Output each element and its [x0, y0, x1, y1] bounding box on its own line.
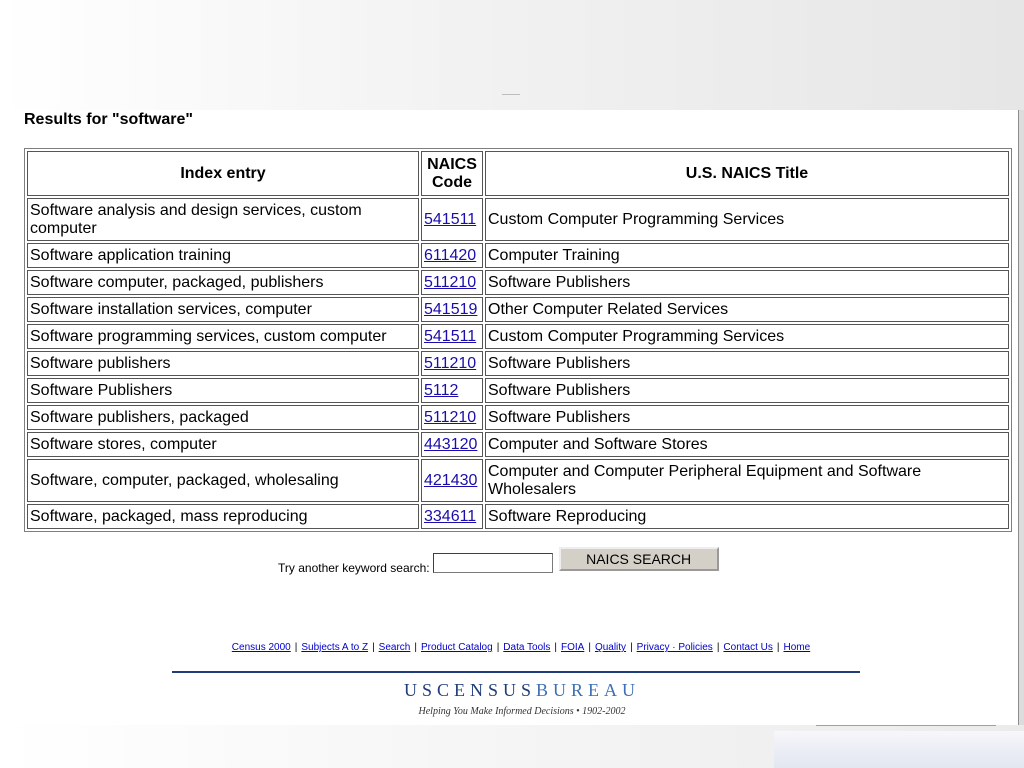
footer-link[interactable]: Search — [378, 642, 411, 653]
footer-link[interactable]: Home — [783, 642, 811, 653]
footer-divider — [172, 671, 860, 673]
footer-link[interactable]: Quality — [594, 642, 627, 653]
naics-code-link[interactable]: 5112 — [424, 381, 459, 399]
footer-separator: | — [294, 642, 298, 653]
index-entry-cell: Software, packaged, mass reproducing — [27, 504, 419, 529]
index-entry-cell: Software publishers — [27, 351, 419, 376]
table-row — [27, 504, 1009, 529]
index-entry-cell: Software stores, computer — [27, 432, 419, 457]
header-index-entry: Index entry — [27, 151, 419, 196]
naics-code-cell — [421, 243, 483, 268]
naics-code-cell — [421, 405, 483, 430]
footer-separator: | — [372, 642, 375, 653]
naics-code-cell — [421, 198, 483, 241]
logo-text-census: USCENSUS — [403, 680, 536, 700]
naics-title-cell: Software Reproducing — [485, 504, 1009, 529]
naics-title-cell: Computer Training — [485, 243, 1009, 268]
footer-separator: | — [588, 642, 591, 653]
table-header-row — [27, 151, 1009, 196]
footer-link[interactable]: FOIA — [560, 642, 585, 653]
table-row — [27, 198, 1009, 241]
table-row — [27, 432, 1009, 457]
footer-separator: | — [630, 642, 633, 653]
naics-code-cell — [421, 324, 483, 349]
index-entry-cell: Software installation services, computer — [27, 297, 419, 322]
naics-code-link[interactable]: 541511 — [424, 327, 477, 345]
scrollbar-edge[interactable] — [1018, 110, 1024, 725]
naics-search-button[interactable]: NAICS SEARCH — [559, 547, 719, 571]
naics-title-cell: Software Publishers — [485, 351, 1009, 376]
naics-code-cell — [421, 297, 483, 322]
index-entry-cell: Software Publishers — [27, 378, 419, 403]
header-naics-code: NAICS Code — [421, 151, 483, 196]
table-row — [27, 297, 1009, 322]
table-row — [27, 270, 1009, 295]
table-row — [27, 378, 1009, 403]
logo-text-bureau: BUREAU — [536, 680, 641, 700]
footer-separator: | — [414, 642, 417, 653]
footer-link[interactable]: Privacy · Policies — [636, 642, 713, 653]
naics-title-cell: Custom Computer Programming Services — [485, 324, 1009, 349]
table-row — [27, 405, 1009, 430]
table-row — [27, 243, 1009, 268]
naics-code-cell — [421, 459, 483, 502]
naics-code-cell — [421, 270, 483, 295]
index-entry-cell: Software publishers, packaged — [27, 405, 419, 430]
table-row — [27, 351, 1009, 376]
bottom-panel — [774, 731, 1024, 768]
keyword-search-form — [278, 551, 719, 575]
naics-code-link[interactable]: 443120 — [424, 435, 478, 453]
index-entry-cell: Software computer, packaged, publishers — [27, 270, 419, 295]
naics-title-cell: Software Publishers — [485, 270, 1009, 295]
naics-code-link[interactable]: 511210 — [424, 354, 477, 372]
footer-separator: | — [776, 642, 780, 653]
index-entry-cell: Software application training — [27, 243, 419, 268]
naics-title-cell: Other Computer Related Services — [485, 297, 1009, 322]
naics-title-cell: Software Publishers — [485, 378, 1009, 403]
footer-link[interactable]: Data Tools — [503, 642, 551, 653]
page-title: Results for "software" — [24, 111, 193, 128]
results-table — [24, 148, 1012, 532]
footer-separator: | — [716, 642, 720, 653]
naics-code-cell — [421, 432, 483, 457]
index-entry-cell: Software analysis and design services, custom computer — [27, 198, 419, 241]
header-naics-title: U.S. NAICS Title — [485, 151, 1009, 196]
naics-code-link[interactable]: 611420 — [424, 246, 477, 264]
table-row — [27, 324, 1009, 349]
naics-code-link[interactable]: 541511 — [424, 210, 477, 228]
footer-separator: | — [554, 642, 557, 653]
footer-nav — [168, 642, 874, 653]
naics-title-cell: Computer and Computer Peripheral Equipment and Software Wholesalers — [485, 459, 1009, 502]
results-body — [27, 198, 1009, 529]
naics-code-link[interactable]: 511210 — [424, 408, 477, 426]
table-row — [27, 459, 1009, 502]
naics-code-link[interactable]: 334611 — [424, 507, 477, 525]
naics-code-link[interactable]: 421430 — [424, 471, 478, 489]
footer-link[interactable]: Product Catalog — [420, 642, 493, 653]
footer-link[interactable]: Contact Us — [723, 642, 773, 653]
footer-link[interactable]: Census 2000 — [231, 642, 291, 653]
top-band-mark — [502, 94, 520, 95]
search-label: Try another keyword search: — [278, 561, 430, 575]
naics-code-cell — [421, 378, 483, 403]
census-bureau-logo — [372, 680, 672, 701]
naics-title-cell: Custom Computer Programming Services — [485, 198, 1009, 241]
naics-title-cell: Software Publishers — [485, 405, 1009, 430]
index-entry-cell: Software, computer, packaged, wholesaling — [27, 459, 419, 502]
footer-separator: | — [496, 642, 500, 653]
tagline: Helping You Make Informed Decisions • 1902-2002 — [418, 706, 626, 717]
keyword-search-input[interactable] — [433, 553, 553, 573]
bottom-divider — [816, 725, 996, 726]
naics-title-cell: Computer and Software Stores — [485, 432, 1009, 457]
naics-code-cell — [421, 504, 483, 529]
top-band — [0, 0, 1024, 110]
naics-code-link[interactable]: 541519 — [424, 300, 478, 318]
footer-link[interactable]: Subjects A to Z — [301, 642, 369, 653]
naics-code-cell — [421, 351, 483, 376]
naics-code-link[interactable]: 511210 — [424, 273, 477, 291]
index-entry-cell: Software programming services, custom computer — [27, 324, 419, 349]
